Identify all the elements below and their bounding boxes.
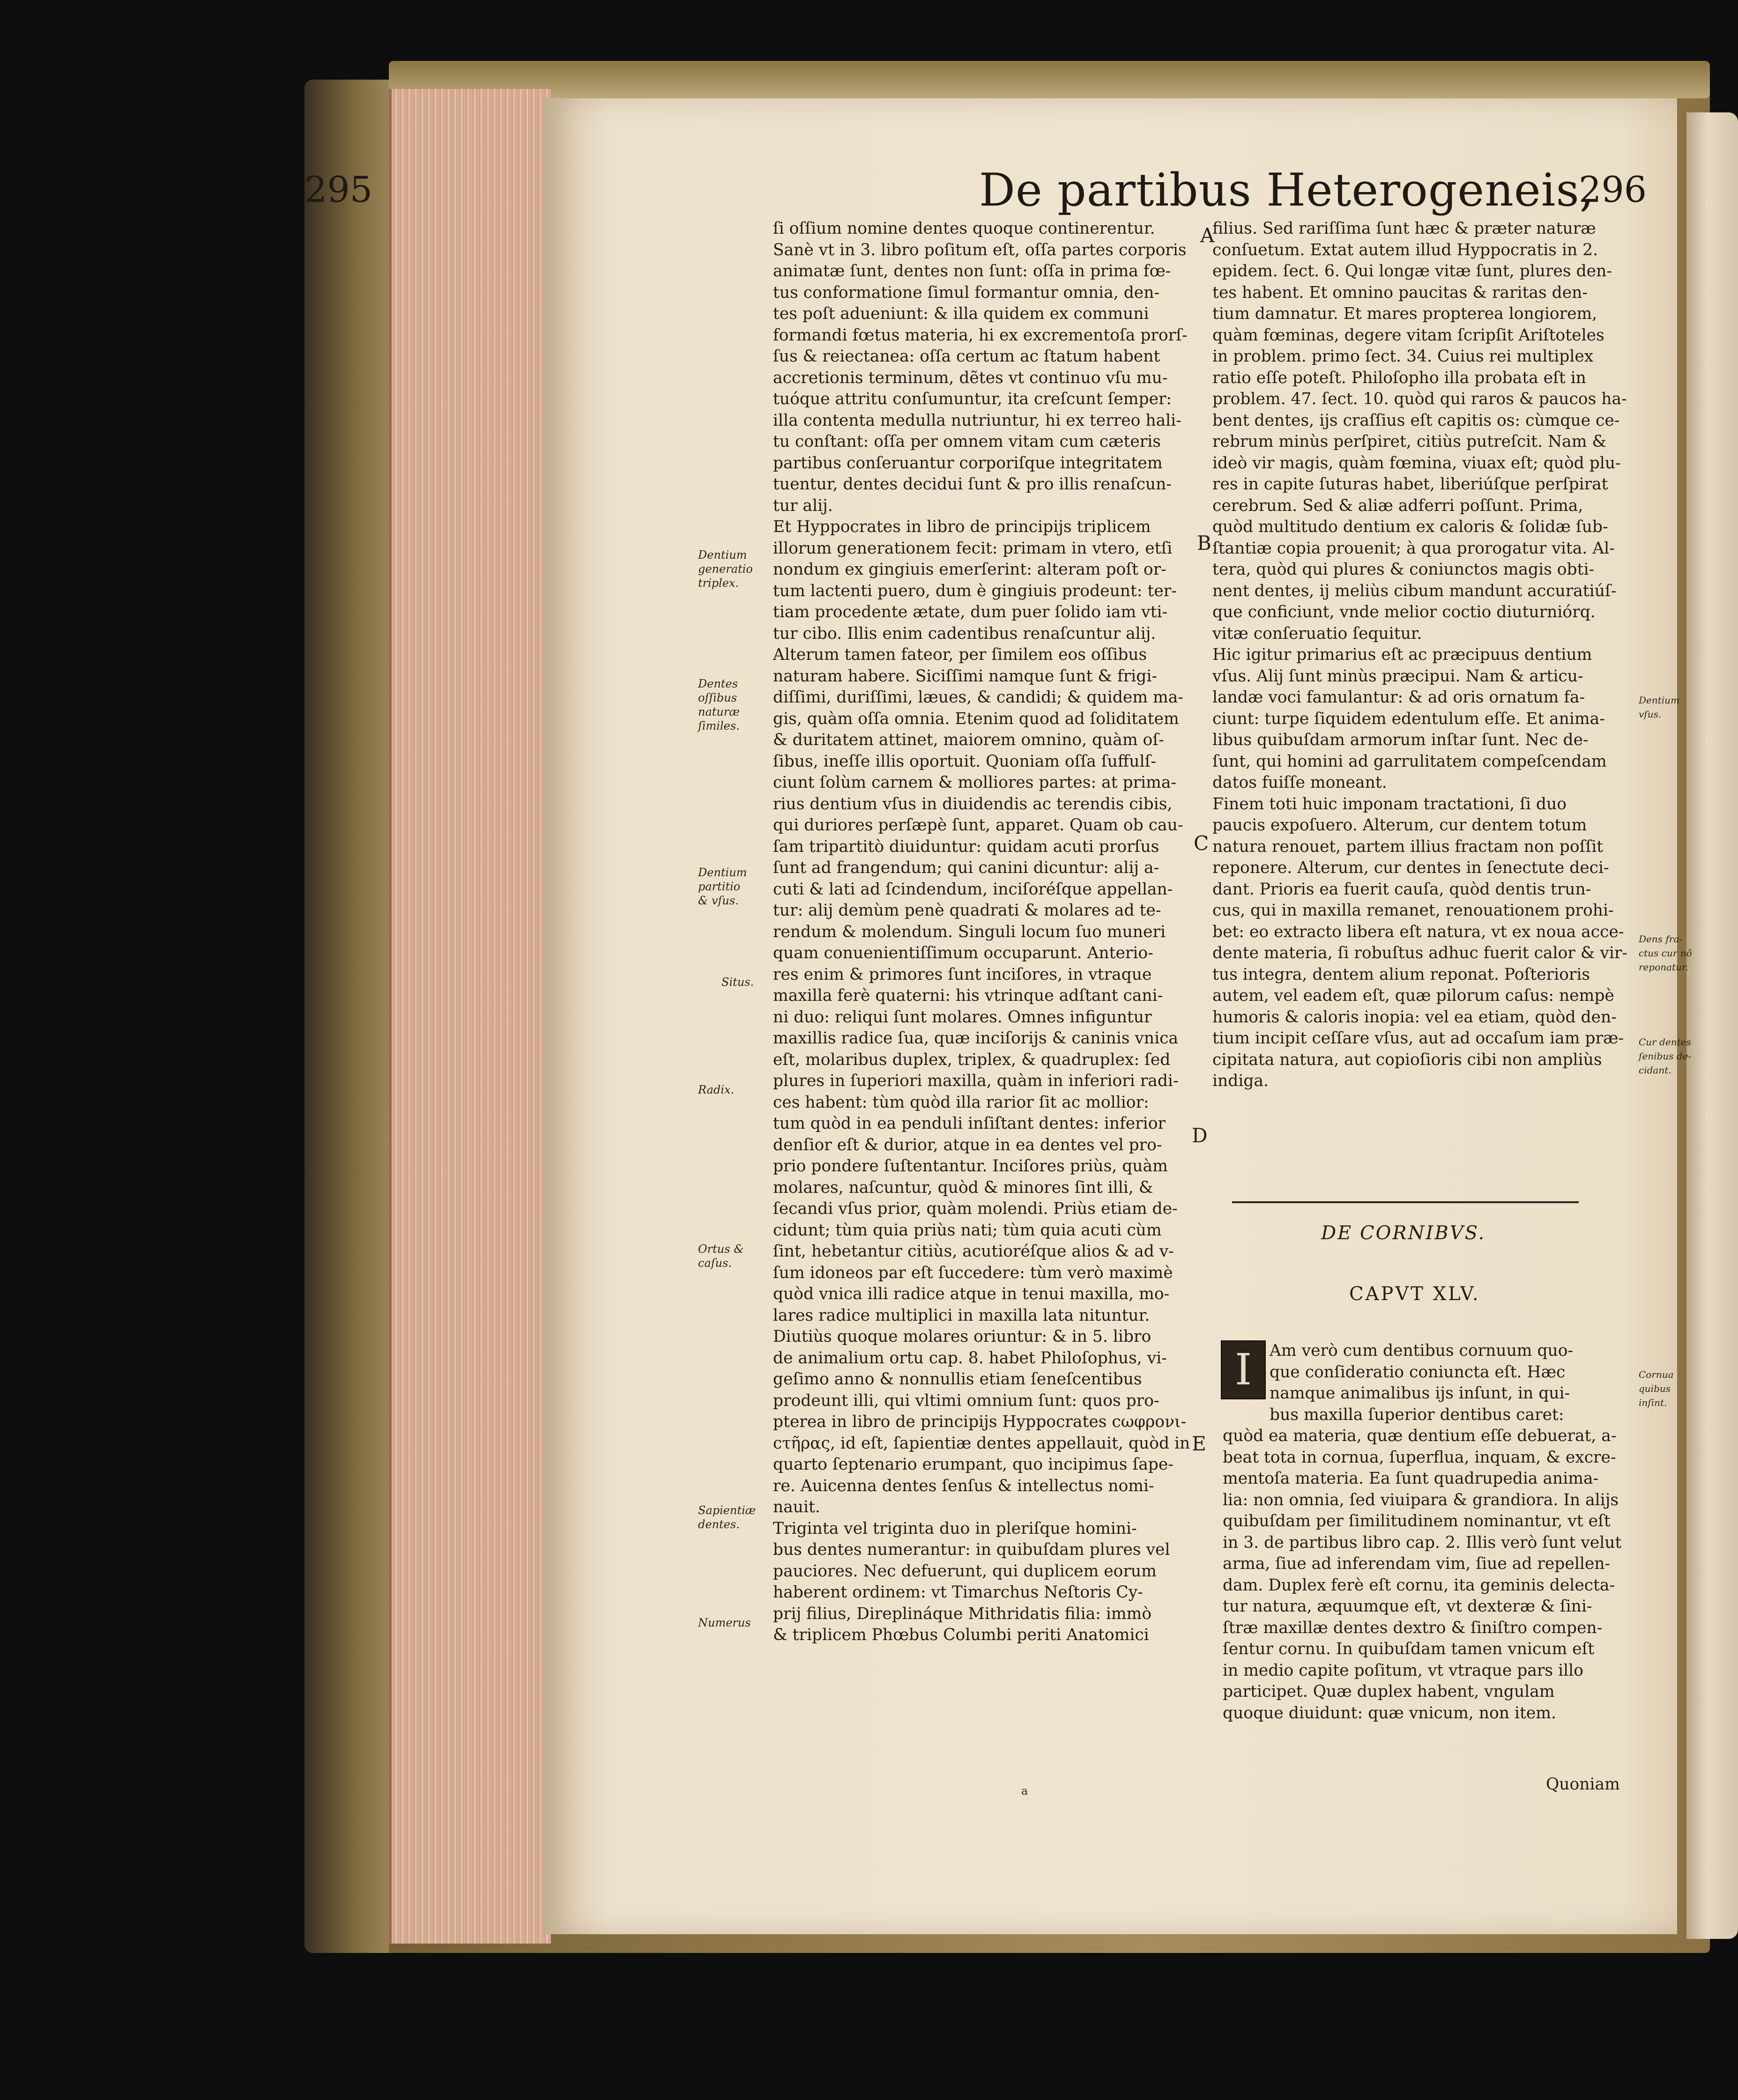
text-line: tus integra, dentem alium reponat. Poſterioris bbox=[1212, 965, 1590, 984]
text-line: res in capite ſuturas habet, liberiúſque perſpirat bbox=[1212, 475, 1608, 494]
text-line: nent dentes, ij meliùs cibum mandunt accuratiúſ- bbox=[1212, 581, 1617, 600]
page-number-right: 296 bbox=[1579, 169, 1647, 210]
text-line: Sanè vt in 3. libro poſitum eſt, oſſa partes corporis bbox=[773, 240, 1187, 259]
text-line: vitæ conſeruatio ſequitur. bbox=[1212, 624, 1422, 643]
section-letter-b: B bbox=[1197, 532, 1211, 555]
text-line: namque animalibus ijs inſunt, in qui- bbox=[1270, 1384, 1570, 1403]
text-line: plures in ſuperiori maxilla, quàm in inferiori radi- bbox=[773, 1072, 1179, 1090]
section-letter-a: A bbox=[1200, 224, 1215, 247]
margin-note-senibus bbox=[1639, 1035, 1691, 1077]
text-line: ſecandi vſus prior, quàm molendi. Priùs etiam de- bbox=[773, 1199, 1178, 1218]
text-line: ſtræ maxillæ dentes dextro & ſiniſtro compen- bbox=[1223, 1618, 1603, 1637]
text-line: pterea in libro de principijs Hyppocrates ϲωφρονι- bbox=[773, 1412, 1187, 1431]
margin-note-line: ſenibus de- bbox=[1639, 1050, 1692, 1062]
text-line: ſtantiæ copia prouenit; à qua prorogatur vita. Al- bbox=[1212, 539, 1615, 558]
text-line: lares radice multiplici in maxilla lata nituntur. bbox=[773, 1306, 1150, 1325]
book-spine bbox=[305, 80, 389, 1953]
text-line: bus maxilla ſuperior dentibus caret: bbox=[1270, 1405, 1564, 1424]
text-line: formandi fœtus materia, hi ex excrementoſa prorſ- bbox=[773, 325, 1188, 345]
chapter-heading: CAPVT XLV. bbox=[1349, 1283, 1480, 1305]
text-line: bus dentes numerantur: in quibuſdam plures vel bbox=[773, 1540, 1170, 1559]
text-line: res enim & primores ſunt inciſores, in vtraque bbox=[773, 965, 1152, 984]
text-line: denſior eſt & durior, atque in ea dentes vel pro- bbox=[773, 1135, 1162, 1154]
text-line: cus, qui in maxilla remanet, renouationem prohi- bbox=[1212, 901, 1614, 920]
text-line: ſam tripartitò diuiduntur: quidam acuti prorſus bbox=[773, 837, 1159, 856]
running-title: De partibus Heterogeneis, bbox=[979, 164, 1595, 216]
text-line: tum quòd in ea penduli inſiſtant dentes: inferior bbox=[773, 1114, 1166, 1133]
text-line: autem, vel eadem eſt, quæ pilorum caſus: nempè bbox=[1212, 986, 1614, 1005]
signature-mark: a bbox=[1021, 1784, 1028, 1797]
text-line: eſt, molaribus duplex, triplex, & quadruplex: ſed bbox=[773, 1050, 1171, 1069]
text-line: tur alij. bbox=[773, 496, 833, 515]
text-line: ideò vir magis, quàm fœmina, viuax eſt; quòd plu- bbox=[1212, 453, 1621, 473]
text-line: Hic igitur primarius eſt ac præcipuus dentium bbox=[1212, 645, 1592, 664]
margin-note-numerus bbox=[698, 1616, 751, 1630]
catchword: Quoniam bbox=[1546, 1775, 1620, 1794]
margin-note-line: caſus. bbox=[698, 1257, 732, 1270]
text-line: cidunt; tùm quia priùs nati; tùm quia acuti cùm bbox=[773, 1220, 1162, 1240]
text-line: bet: eo extracto libera eſt natura, vt ex noua acce- bbox=[1212, 922, 1624, 941]
text-line: Alterum tamen fateor, per ſimilem eos oſſibus bbox=[773, 645, 1147, 664]
margin-note-line: & vſus. bbox=[698, 894, 739, 907]
margin-note-dentes-similes bbox=[698, 677, 740, 733]
page-edges bbox=[389, 89, 551, 1944]
text-line: maxilla ferè quaterni: his vtrinque adſtant cani- bbox=[773, 986, 1163, 1005]
text-line: naturam habere. Siciſſimi namque ſunt & frigi- bbox=[773, 666, 1158, 686]
text-line: ſi oſſium nomine dentes quoque continerentur. bbox=[773, 219, 1155, 238]
text-line: rius dentium vſus in diuidendis ac terendis cibis, bbox=[773, 794, 1173, 813]
text-line: rendum & molendum. Singuli locum ſuo muneri bbox=[773, 922, 1166, 941]
text-line: quam conuenientiſſimum occuparunt. Anterio- bbox=[773, 944, 1153, 962]
margin-note-line: Cur dentes bbox=[1639, 1036, 1691, 1048]
text-line: humoris & caloris inopia: vel ea etiam, quòd den- bbox=[1212, 1007, 1617, 1027]
text-line: tes poſt adueniunt: & illa quidem ex communi bbox=[773, 304, 1149, 323]
margin-note-line: Numerus bbox=[698, 1616, 751, 1629]
text-line: beat tota in cornua, ſuperflua, inquam, & excre- bbox=[1223, 1448, 1616, 1467]
text-line: dam. Duplex ferè eſt cornu, ita geminis delecta- bbox=[1223, 1575, 1615, 1595]
margin-note-line: Radix. bbox=[698, 1083, 735, 1096]
text-line: lia: non omnia, ſed viuipara & grandiora. In alijs bbox=[1223, 1490, 1619, 1509]
text-line: Am verò cum dentibus cornuum quo- bbox=[1270, 1341, 1574, 1360]
margin-note-line: reponatur. bbox=[1639, 961, 1688, 973]
text-line: geſimo anno & nonnullis etiam ſeneſcentibus bbox=[773, 1370, 1142, 1389]
section-rule bbox=[1232, 1201, 1579, 1203]
margin-note-line: Dens fra- bbox=[1639, 933, 1683, 945]
text-line: ciunt ſolùm carnem & molliores partes: at prima- bbox=[773, 773, 1177, 792]
text-line: participet. Quæ duplex habent, vngulam bbox=[1223, 1682, 1555, 1701]
text-line: gis, quàm oſſa omnia. Etenim quod ad ſoliditatem bbox=[773, 709, 1179, 728]
text-line: Finem toti huic imponam tractationi, ſi duo bbox=[1212, 794, 1567, 813]
margin-note-line: Dentes bbox=[698, 677, 738, 690]
margin-note-cornua bbox=[1639, 1368, 1674, 1410]
text-line: quàm fœminas, degere vitam ſcripſit Ariſtoteles bbox=[1212, 325, 1604, 345]
text-line: nondum ex gingiuis emerſerint: alteram poſt or- bbox=[773, 560, 1166, 579]
section-letter-e: E bbox=[1192, 1432, 1206, 1455]
margin-note-dentium-partitio bbox=[698, 865, 747, 908]
facing-page-edge bbox=[1686, 112, 1738, 1939]
text-line: epidem. ſect. 6. Qui longæ vitæ ſunt, plures den- bbox=[1212, 262, 1612, 281]
margin-note-ortus bbox=[698, 1242, 744, 1270]
text-line: paucis expoſuero. Alterum, cur dentem totum bbox=[1212, 816, 1587, 835]
text-line: in medio capite poſitum, vt vtraque pars illo bbox=[1223, 1661, 1583, 1680]
margin-note-line: inſint. bbox=[1639, 1397, 1667, 1408]
text-line: tus conformatione ſimul formantur omnia, den- bbox=[773, 283, 1160, 302]
text-line: tuentur, dentes decidui ſunt & pro illis renaſcun- bbox=[773, 475, 1172, 494]
margin-note-dens-fractus bbox=[1639, 932, 1692, 974]
text-line: cipitata natura, aut copioſioris cibi non ampliùs bbox=[1212, 1050, 1602, 1069]
text-line: landæ voci famulantur: & ad oris ornatum fa- bbox=[1212, 688, 1585, 707]
text-line: quòd ea materia, quæ dentium eſſe debuerat, a- bbox=[1223, 1427, 1617, 1445]
text-line: indiga. bbox=[1212, 1072, 1269, 1090]
text-line: ratio eſſe poteſt. Philoſopho illa probata eſt in bbox=[1212, 368, 1586, 387]
book-cover-top-edge bbox=[389, 61, 1710, 98]
text-line: animatæ ſunt, dentes non ſunt: oſſa in prima fœ- bbox=[773, 262, 1171, 281]
margin-note-line: partitio bbox=[698, 880, 741, 893]
text-line: libus quibuſdam armorum inſtar ſunt. Nec de- bbox=[1212, 731, 1589, 749]
right-text-column bbox=[1212, 218, 1648, 1092]
text-line: dant. Prioris ea fuerit cauſa, quòd dentis trun- bbox=[1212, 880, 1591, 899]
text-line: quòd vnica illi radice atque in tenui maxilla, mo- bbox=[773, 1285, 1170, 1303]
page-number-left: 295 bbox=[305, 169, 373, 210]
text-line: Et Hyppocrates in libro de principijs triplicem bbox=[773, 518, 1151, 536]
margin-note-line: triplex. bbox=[698, 577, 739, 590]
decorated-initial bbox=[1221, 1340, 1266, 1399]
text-line: rebrum minùs perſpiret, citiùs putreſcit. Nam & bbox=[1212, 432, 1607, 451]
margin-note-line: Sapientiæ bbox=[698, 1504, 756, 1517]
margin-note-line: Ortus & bbox=[698, 1242, 744, 1256]
text-line: ϲτῆρας, id eſt, ſapientiæ dentes appellauit, quòd in bbox=[773, 1434, 1190, 1453]
margin-note-dentium-usus bbox=[1639, 693, 1679, 721]
margin-note-line: Cornua bbox=[1639, 1369, 1674, 1380]
chapter-text bbox=[1223, 1426, 1654, 1724]
margin-note-sapientiae bbox=[698, 1503, 756, 1531]
text-line: datos fuiſſe moneant. bbox=[1212, 773, 1387, 792]
section-letter-d: D bbox=[1192, 1124, 1208, 1147]
text-line: in problem. primo ſect. 34. Cuius rei multiplex bbox=[1212, 347, 1594, 366]
text-line: prij filius, Direplináque Mithridatis filia: immò bbox=[773, 1604, 1152, 1623]
text-line: ni duo: reliqui ſunt molares. Omnes infiguntur bbox=[773, 1007, 1152, 1027]
text-line: prio pondere ſuſtentantur. Inciſores priùs, quàm bbox=[773, 1157, 1168, 1176]
text-line: filius. Sed rariſſima ſunt hæc & præter naturæ bbox=[1212, 219, 1596, 238]
text-line: problem. 47. ſect. 10. quòd qui raros & paucos ha- bbox=[1212, 390, 1627, 408]
initial-letter: I bbox=[1234, 1345, 1252, 1395]
text-line: tium damnatur. Et mares propterea longiorem, bbox=[1212, 304, 1597, 323]
text-line: pauciores. Nec defuerunt, qui duplicem eorum bbox=[773, 1561, 1157, 1581]
margin-note-line: ctus cur nõ bbox=[1639, 947, 1692, 959]
text-line: tiam procedente ætate, dum puer ſolido iam vti- bbox=[773, 603, 1168, 621]
text-line: re. Auicenna dentes ſenſus & intellectus nomi- bbox=[773, 1476, 1154, 1495]
margin-note-line: oſſibus bbox=[698, 691, 737, 704]
text-line: diſſimi, duriſſimi, læues, & candidi; & quidem ma- bbox=[773, 688, 1183, 707]
text-line: illorum generationem fecit: primam in vtero, etſi bbox=[773, 539, 1173, 558]
text-line: Triginta vel triginta duo in pleriſque homini- bbox=[773, 1519, 1137, 1538]
text-line: mentoſa materia. Ea ſunt quadrupedia anima- bbox=[1223, 1469, 1599, 1488]
text-line: ſint, hebetantur citiùs, acutioréſque alios & ad v- bbox=[773, 1242, 1174, 1261]
text-line: tur cibo. Illis enim cadentibus renaſcuntur alij. bbox=[773, 624, 1156, 643]
text-line: ſentur cornu. In quibuſdam tamen vnicum eſt bbox=[1223, 1640, 1595, 1658]
text-line: cuti & lati ad ſcindendum, inciſoréſque appellan- bbox=[773, 880, 1173, 899]
text-line: accretionis terminum, dẽtes vt continuo vſu mu- bbox=[773, 368, 1168, 387]
text-line: tur: alij demùm penè quadrati & molares ad te- bbox=[773, 901, 1161, 920]
text-line: tuóque attritu conſumuntur, ita creſcunt ſemper: bbox=[773, 390, 1172, 408]
text-line: ſibus, ineſſe illis oportuit. Quoniam oſſa ſuffulſ- bbox=[773, 752, 1156, 771]
text-line: que conſideratio coniuncta eſt. Hæc bbox=[1270, 1362, 1566, 1382]
text-line: & triplicem Phœbus Columbi periti Anatomici bbox=[773, 1626, 1149, 1644]
text-line: Diutiùs quoque molares oriuntur: & in 5. libro bbox=[773, 1327, 1151, 1346]
margin-note-line: dentes. bbox=[698, 1518, 740, 1531]
text-line: ſus & reiectanea: oſſa certum ac ſtatum habent bbox=[773, 347, 1160, 366]
text-line: tum lactenti puero, dum è gingiuis prodeunt: ter- bbox=[773, 581, 1177, 600]
text-line: de animalium ortu cap. 8. habet Philoſophus, vi- bbox=[773, 1348, 1167, 1368]
text-line: que conficiunt, vnde melior coctio diuturniórq. bbox=[1212, 603, 1596, 621]
margin-note-line: ſimiles. bbox=[698, 719, 740, 732]
text-line: maxillis radice ſua, quæ inciſorijs & caninis vnica bbox=[773, 1029, 1179, 1048]
margin-note-situs bbox=[721, 975, 754, 989]
margin-note-line: quibus bbox=[1639, 1383, 1671, 1394]
text-line: reponere. Alterum, cur dentes in ſenectute deci- bbox=[1212, 858, 1609, 877]
text-line: molares, naſcuntur, quòd & minores ſint illi, & bbox=[773, 1178, 1153, 1197]
chapter-text-indented bbox=[1270, 1340, 1654, 1426]
margin-note-line: Dentium bbox=[1639, 695, 1680, 706]
text-line: quòd multitudo dentium ex caloris & ſolidæ ſub- bbox=[1212, 518, 1608, 536]
margin-note-line: Dentium bbox=[698, 866, 747, 879]
text-line: nauit. bbox=[773, 1498, 820, 1516]
text-line: natura renouet, partem illius fractam non poſſit bbox=[1212, 837, 1604, 856]
text-line: ſunt ad frangendum; qui canini dicuntur: alij a- bbox=[773, 858, 1159, 877]
text-line: in 3. de partibus libro cap. 2. Illis verò ſunt velut bbox=[1223, 1533, 1622, 1552]
text-line: cerebrum. Sed & aliæ adferri poſſunt. Prima, bbox=[1212, 496, 1583, 515]
text-line: tur natura, æquumque eſt, vt dexteræ & ſini- bbox=[1223, 1597, 1592, 1616]
text-line: conſuetum. Extat autem illud Hyppocratis in 2. bbox=[1212, 240, 1598, 259]
margin-note-line: Dentium bbox=[698, 548, 747, 562]
text-line: haberent ordinem: vt Timarchus Neſtoris Cy- bbox=[773, 1583, 1143, 1602]
section-letter-c: C bbox=[1194, 832, 1209, 855]
text-line: tu conſtant: oſſa per omnem vitam cum cæteris bbox=[773, 432, 1161, 451]
text-line: ſum idoneos par eſt ſuccedere: tùm verò maximè bbox=[773, 1263, 1173, 1282]
text-line: bent dentes, ijs craſſius eſt capitis os: cùmque ce- bbox=[1212, 411, 1620, 430]
text-line: illa contenta medulla nutriuntur, hi ex terreo hali- bbox=[773, 411, 1181, 430]
margin-note-line: naturæ bbox=[698, 705, 740, 718]
text-line: partibus conſeruantur corporiſque integritatem bbox=[773, 453, 1163, 473]
text-line: quarto ſeptenario erumpant, quo incipimus ſape- bbox=[773, 1455, 1174, 1474]
margin-note-line: Situs. bbox=[721, 976, 754, 989]
text-line: ces habent: tùm quòd illa rarior ſit ac mollior: bbox=[773, 1093, 1149, 1112]
text-line: dente materia, ſi robuſtus adhuc fuerit calor & vir- bbox=[1212, 944, 1628, 962]
margin-note-line: generatio bbox=[698, 562, 753, 576]
text-line: quoque diuidunt: quæ vnicum, non item. bbox=[1223, 1703, 1556, 1723]
section-heading: DE CORNIBVS. bbox=[1321, 1222, 1486, 1244]
text-line: arma, ſiue ad inferendam vim, ſiue ad repellen- bbox=[1223, 1554, 1611, 1573]
text-line: quibuſdam per ſimilitudinem nominantur, vt eſt bbox=[1223, 1512, 1611, 1531]
text-line: ſunt, qui homini ad garrulitatem compeſcendam bbox=[1212, 752, 1607, 771]
margin-note-radix bbox=[698, 1083, 734, 1097]
margin-note-dentium-generatio bbox=[698, 548, 753, 590]
text-line: tes habent. Et omnino paucitas & raritas den- bbox=[1212, 283, 1588, 302]
text-line: vſus. Alij ſunt minùs præcipui. Nam & articu- bbox=[1212, 666, 1583, 686]
text-line: prodeunt illi, qui vltimi omnium ſunt: quos pro- bbox=[773, 1391, 1159, 1410]
text-line: tium incipit ceſſare vſus, aut ad occaſum iam præ- bbox=[1212, 1029, 1624, 1048]
text-line: ciunt: turpe ſiquidem edentulum eſſe. Et anima- bbox=[1212, 709, 1605, 728]
text-line: qui duriores perſæpè ſunt, apparet. Quam ob cau- bbox=[773, 816, 1183, 835]
margin-note-line: cidant. bbox=[1639, 1065, 1671, 1076]
text-line: tera, quòd qui plures & coniunctos magis obti- bbox=[1212, 560, 1595, 579]
text-line: & duritatem attinet, maiorem omnino, quàm oſ- bbox=[773, 731, 1164, 749]
left-text-column bbox=[773, 218, 1199, 1646]
margin-note-line: vſus. bbox=[1639, 709, 1662, 720]
